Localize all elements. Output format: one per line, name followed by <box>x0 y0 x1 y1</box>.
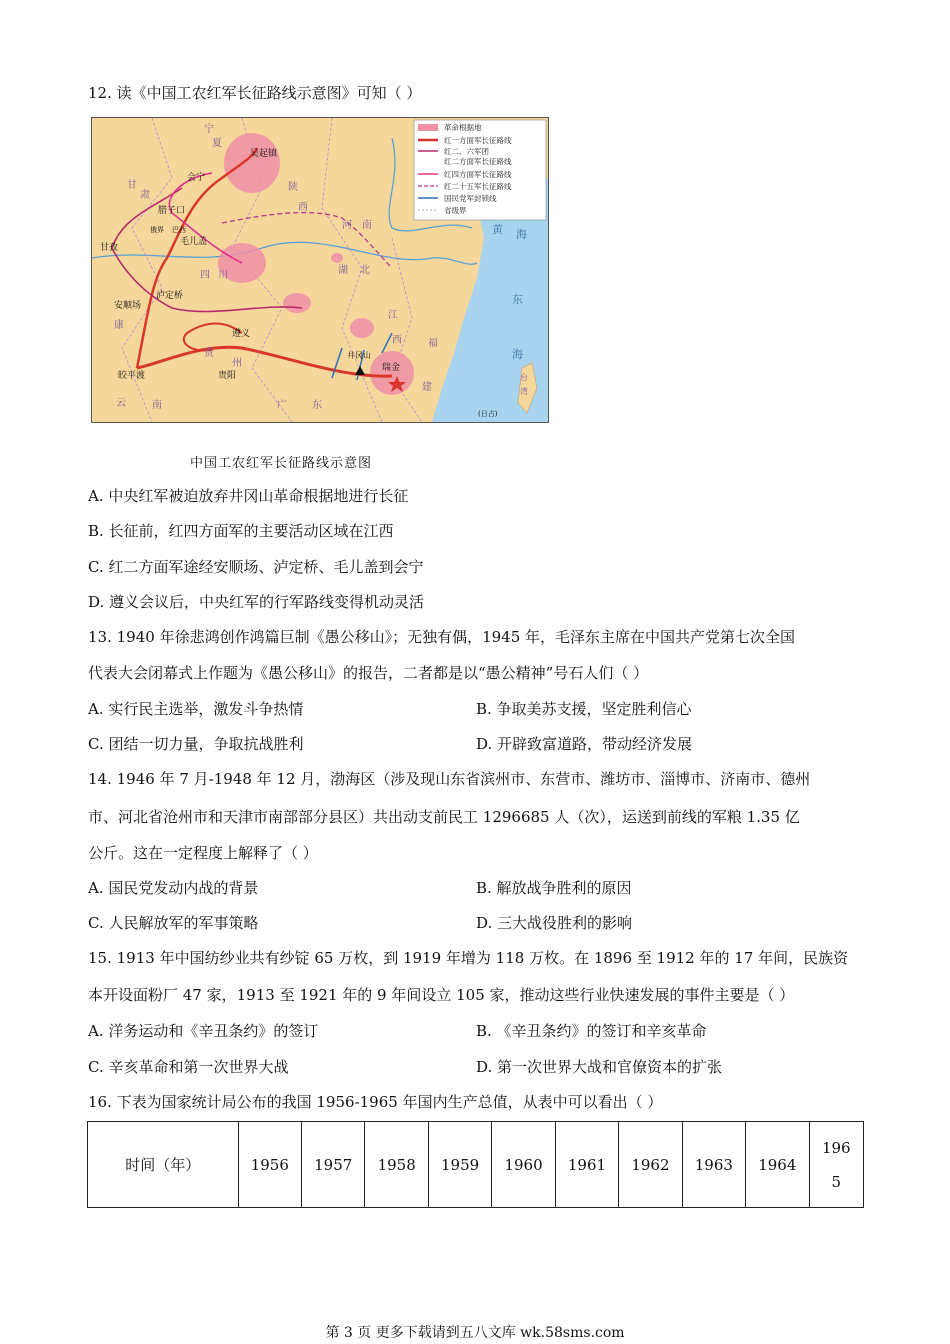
q14-option-c: C. 人民解放军的军事策略 <box>88 914 259 932</box>
table-year-cell: 1961 <box>555 1122 618 1208</box>
label-zunyi: 遵义 <box>232 329 251 339</box>
region-tai: 台 <box>520 373 528 382</box>
label-japanese-occupied: (日占) <box>478 410 498 418</box>
q13-option-a: A. 实行民主选举，激发斗争热情 <box>88 700 304 718</box>
table-row <box>88 1122 864 1208</box>
q15-option-a: A. 洋务运动和《辛丑条约》的签订 <box>88 1022 319 1040</box>
long-march-map <box>91 117 549 423</box>
region-bei: 北 <box>360 265 370 276</box>
region-jiang-xi: 西 <box>392 335 402 346</box>
table-year-cell: 1964 <box>746 1122 809 1208</box>
q12-option-b: B. 长征前，红四方面军的主要活动区域在江西 <box>88 522 394 540</box>
q15-option-d: D. 第一次世界大战和官僚资本的扩张 <box>476 1058 723 1076</box>
q16-stem: 16. 下表为国家统计局公布的我国 1956-1965 年国内生产总值，从表中可以看出（ ） <box>88 1093 663 1111</box>
label-anshunchang: 安顺场 <box>114 301 142 311</box>
sea-hai-2: 海 <box>512 348 523 361</box>
legend-1: 红一方面军长征路线 <box>444 136 512 145</box>
table-year-cell: 1960 <box>492 1122 555 1208</box>
region-yun-nan: 南 <box>152 400 162 411</box>
region-yun: 云 <box>116 398 126 409</box>
label-maoergai: 毛儿盖 <box>180 237 208 247</box>
q13-option-b: B. 争取美苏支援，坚定胜利信心 <box>476 700 692 718</box>
q15-stem-line1: 15. 1913 年中国纺纱业共有纱锭 65 万枚，到 1919 年增为 118 万枚。在 1896 至 1912 年的 17 年间，民族资 <box>88 949 849 967</box>
legend-0: 革命根据地 <box>444 123 482 132</box>
legend-3: 红二方面军长征路线 <box>444 157 512 166</box>
sea-hai: 海 <box>516 228 527 241</box>
q13-stem-line2: 代表大会闭幕式上作题为《愚公移山》的报告，二者都是以“愚公精神”号石人们（ ） <box>88 664 649 682</box>
legend-7: 省级界 <box>444 206 467 215</box>
label-huining: 会宁 <box>187 173 206 183</box>
label-jinggangshan: 井冈山 <box>347 351 371 360</box>
region-dong: 东 <box>312 400 322 411</box>
region-xia: 夏 <box>212 138 222 149</box>
table-year-cell: 1963 <box>682 1122 745 1208</box>
q14-option-b: B. 解放战争胜利的原因 <box>476 879 632 897</box>
q15-option-b: B. 《辛丑条约》的签订和辛亥革命 <box>476 1022 707 1040</box>
q15-stem-line2: 本开设面粉厂 47 家，1913 至 1921 年的 9 年间设立 105 家，推动这些行业快速发展的事件主要是（ ） <box>88 986 795 1004</box>
sea-dong: 东 <box>512 293 523 306</box>
region-gan: 甘 <box>127 180 137 191</box>
sea-huang: 黄 <box>492 223 503 236</box>
map-caption: 中国工农红军长征路线示意图 <box>190 456 373 471</box>
table-year-cell: 1958 <box>365 1122 428 1208</box>
region-su: 肃 <box>140 190 150 201</box>
q14-stem-line1: 14. 1946 年 7 月-1948 年 12 月，渤海区（涉及现山东省滨州市、东营市、潍坊市、淄博市、济南市、德州 <box>88 770 811 788</box>
page-footer: 第 3 页 更多下载请到五八文库 wk.58sms.com <box>325 1325 625 1341</box>
label-ganzi: 甘孜 <box>100 243 119 253</box>
q12-stem: 12. 读《中国工农红军长征路线示意图》可知（ ） <box>88 84 422 102</box>
region-kang: 康 <box>114 320 124 331</box>
q13-stem-line1: 13. 1940 年徐悲鸿创作鸿篇巨制《愚公移山》；无独有偶，1945 年，毛泽东主席在中国共产党第七次全国 <box>88 628 796 646</box>
label-guiyang: 贵阳 <box>218 371 237 381</box>
region-chuan: 川 <box>218 270 228 281</box>
label-wuqizhen: 吴起镇 <box>250 149 278 159</box>
table-header-cell: 时间（年） <box>88 1122 239 1208</box>
table-year-cell: 1957 <box>302 1122 365 1208</box>
label-lazikou: 腊子口 <box>158 206 186 216</box>
gdp-table <box>87 1121 864 1208</box>
region-fu: 福 <box>428 338 438 349</box>
region-he: 河 <box>342 220 352 231</box>
region-guang: 广 <box>277 400 287 411</box>
q14-option-a: A. 国民党发动内战的背景 <box>88 879 259 897</box>
region-shan-xi: 西 <box>298 202 308 213</box>
legend-5: 红二十五军长征路线 <box>444 182 512 191</box>
table-year-bottom: 5 <box>831 1172 842 1191</box>
q14-option-d: D. 三大战役胜利的影响 <box>476 914 633 932</box>
legend-2: 红二、六军团 <box>444 147 489 156</box>
base-xiangexi <box>283 293 311 313</box>
q12-option-c: C. 红二方面军途经安顺场、泸定桥、毛儿盖到会宁 <box>88 558 424 576</box>
map-legend <box>414 120 546 220</box>
q13-option-c: C. 团结一切力量，争取抗战胜利 <box>88 735 304 753</box>
region-wan: 湾 <box>520 387 528 396</box>
q15-option-c: C. 辛亥革命和第一次世界大战 <box>88 1058 289 1076</box>
legend-4: 红四方面军长征路线 <box>444 170 512 179</box>
q12-option-a: A. 中央红军被迫放弃井冈山革命根据地进行长征 <box>88 487 409 505</box>
region-nan: 南 <box>362 220 372 231</box>
q13-option-d: D. 开辟致富道路，带动经济发展 <box>476 735 693 753</box>
base-hunan <box>350 318 374 338</box>
table-year-cell: 1962 <box>619 1122 682 1208</box>
table-year-top: 196 <box>821 1138 851 1157</box>
label-jiaopingdu: 皎平渡 <box>118 371 146 381</box>
table-year-cell: 1959 <box>428 1122 491 1208</box>
region-zhou: 州 <box>232 358 242 369</box>
region-jian: 建 <box>422 382 432 393</box>
region-hu: 湖 <box>338 265 348 276</box>
label-baxi: 巴西 <box>172 226 186 234</box>
region-jiang: 江 <box>388 310 398 321</box>
region-gui: 贵 <box>204 348 214 359</box>
region-ning: 宁 <box>204 124 214 135</box>
label-ruijin: 瑞金 <box>382 363 401 373</box>
q12-option-d: D. 遵义会议后，中央红军的行军路线变得机动灵活 <box>88 593 425 611</box>
base-small <box>331 253 343 263</box>
legend-6: 国民党军封锁线 <box>444 194 497 203</box>
label-ejie: 俄界 <box>150 226 164 234</box>
table-year-cell-wrapped <box>809 1122 863 1208</box>
region-si: 四 <box>200 270 210 281</box>
q14-stem-line3: 公斤。这在一定程度上解释了（ ） <box>88 844 318 862</box>
base-ruijin <box>370 351 414 395</box>
legend-base-swatch <box>418 124 438 131</box>
q14-stem-line2: 市、河北省沧州市和天津市南部部分县区）共出动支前民工 1296685 人（次），运送到前线的军粮 1.35 亿 <box>88 808 800 826</box>
label-ludingqiao: 泸定桥 <box>156 291 184 301</box>
table-year-cell: 1956 <box>238 1122 301 1208</box>
region-shan: 陕 <box>288 182 298 193</box>
base-shaanbei <box>224 133 280 193</box>
